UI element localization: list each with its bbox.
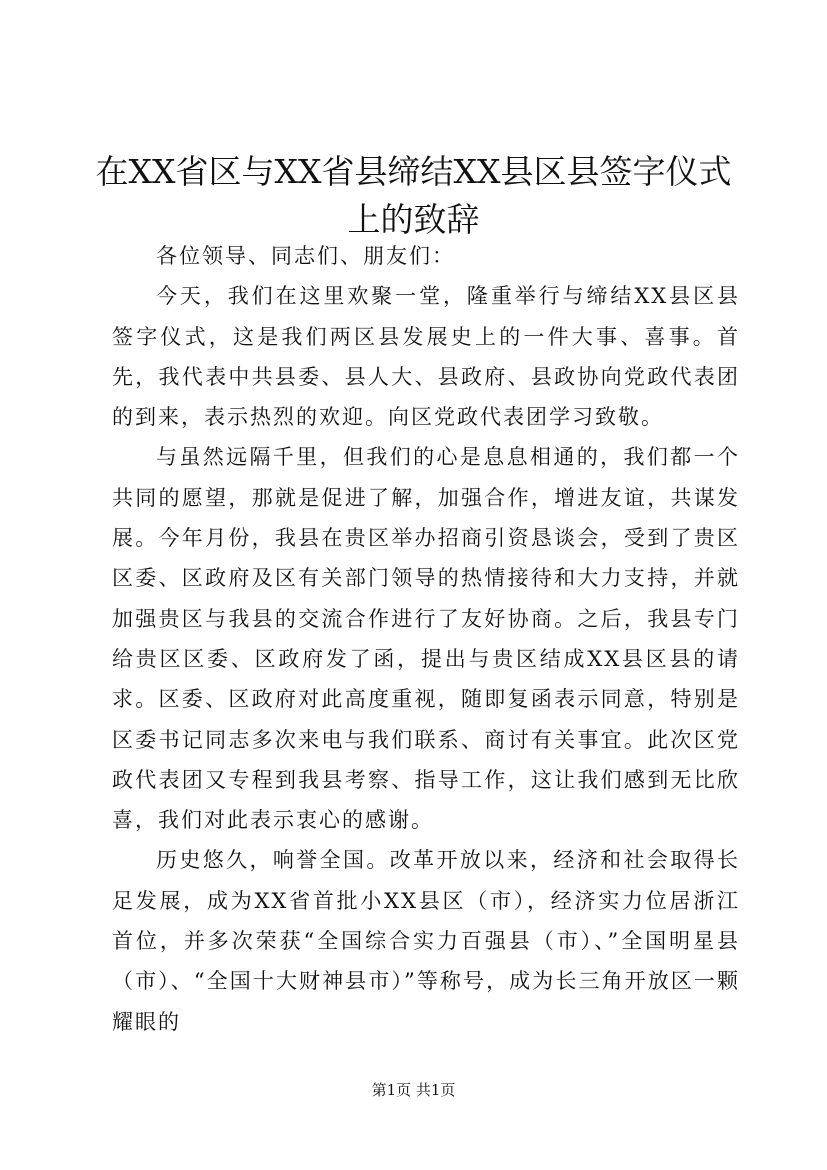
document-body [112, 236, 740, 1042]
title-line-2: 上的致辞 [347, 200, 480, 239]
title-line-1: 在XX省区与XX省县缔结XX县区县签字仪式 [95, 152, 732, 191]
page-footer: 第1页 共1页 [371, 1081, 456, 1099]
body-paragraph: 与虽然远隔千里，但我们的心是息息相通的，我们都一个共同的愿望，那就是促进了解，加强合作，增进友谊，共谋发展。今年月份，我县在贵区举办招商引资恳谈会，受到了贵区区委、区政府及区有关部门领导的热情接待和大力支持，并就加强贵区与我县的交流合作进行了友好协商。之后，我县专门给贵区区委、区政府发了函，提出与贵区结成XX县区县的请求。区委、区政府对此高度重视，随即复函表示同意，特别是区委书记同志多次来电与我们联系、商讨有关事宜。此次区党政代表团又专程到我县考察、指导工作，这让我们感到无比欣喜，我们对此表示衷心的感谢。 [112, 445, 740, 833]
body-paragraph: 历史悠久，响誉全国。改革开放以来，经济和社会取得长足发展，成为XX省首批小XX县区（市），经济实力位居浙江首位，并多次荣获“全国综合实力百强县（市）、”全国明星县（市）、“全国十大财神县市）”等称号，成为长三角开放区一颗耀眼的 [112, 848, 740, 1034]
salutation-paragraph: 各位领导、同志们、朋友们： [156, 244, 455, 268]
body-paragraph: 今天，我们在这里欢聚一堂，隆重举行与缔结XX县区县签字仪式，这是我们两区县发展史上的一件大事、喜事。首先，我代表中共县委、县人大、县政府、县政协向党政代表团的到来，表示热烈的欢迎。向区党政代表团学习致敬。 [112, 284, 740, 430]
document-title [80, 148, 747, 244]
